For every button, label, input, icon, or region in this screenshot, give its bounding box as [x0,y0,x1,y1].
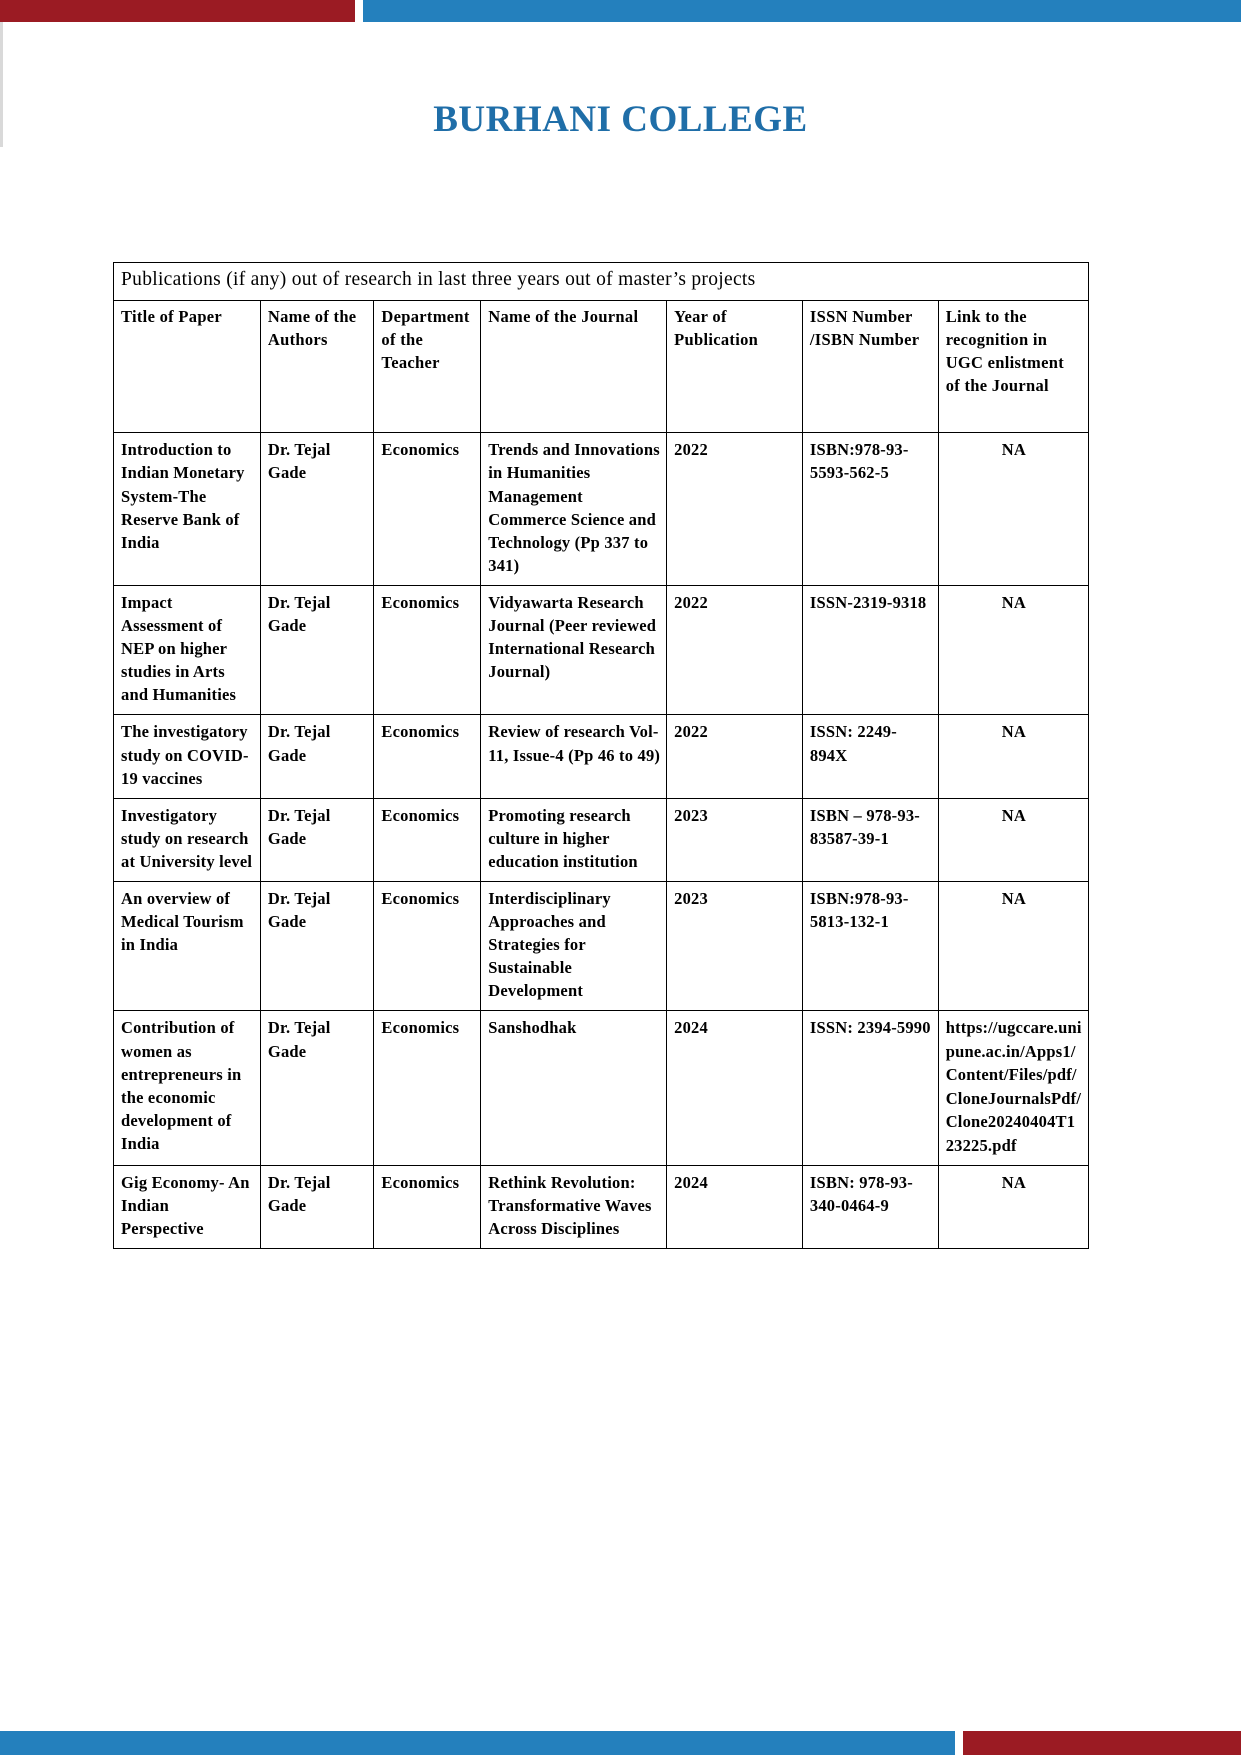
cell-year: 2022 [667,433,803,586]
cell-authors: Dr. Tejal Gade [260,881,374,1010]
cell-link: NA [938,798,1088,881]
table-header-row [114,301,1089,433]
table-caption-row [114,263,1089,301]
cell-link: NA [938,433,1088,586]
column-header-link: Link to the recognition in UGC enlistment of the Journal [938,301,1088,433]
cell-title: Investigatory study on research at University level [114,798,261,881]
table-caption: Publications (if any) out of research in last three years out of master’s projects [114,263,1089,301]
cell-issn: ISBN: 978-93-340-0464-9 [802,1165,938,1248]
cell-journal: Sanshodhak [481,1011,667,1166]
cell-department: Economics [374,585,481,714]
cell-year: 2023 [667,798,803,881]
bottom-decorative-bar [0,1731,1241,1755]
cell-title: An overview of Medical Tourism in India [114,881,261,1010]
cell-title: The investigatory study on COVID-19 vaccines [114,715,261,798]
cell-year: 2022 [667,585,803,714]
cell-year: 2022 [667,715,803,798]
cell-link: NA [938,1165,1088,1248]
cell-journal: Trends and Innovations in Humanities Management Commerce Science and Technology (Pp 337 to 341) [481,433,667,586]
cell-title: Impact Assessment of NEP on higher studies in Arts and Humanities [114,585,261,714]
cell-issn: ISSN: 2394-5990 [802,1011,938,1166]
cell-department: Economics [374,433,481,586]
cell-department: Economics [374,715,481,798]
cell-year: 2024 [667,1011,803,1166]
column-header-title: Title of Paper [114,301,261,433]
table-row [114,585,1089,714]
publications-table-container [113,262,1089,1249]
cell-department: Economics [374,1165,481,1248]
table-row [114,433,1089,586]
column-header-department: Department of the Teacher [374,301,481,433]
column-header-journal: Name of the Journal [481,301,667,433]
top-bar-gap [355,0,363,22]
cell-journal: Rethink Revolution: Transformative Waves Across Disciplines [481,1165,667,1248]
cell-authors: Dr. Tejal Gade [260,585,374,714]
cell-authors: Dr. Tejal Gade [260,433,374,586]
cell-journal: Interdisciplinary Approaches and Strategies for Sustainable Development [481,881,667,1010]
cell-department: Economics [374,881,481,1010]
cell-authors: Dr. Tejal Gade [260,1011,374,1166]
cell-title: Gig Economy- An Indian Perspective [114,1165,261,1248]
table-row [114,715,1089,798]
cell-authors: Dr. Tejal Gade [260,1165,374,1248]
bottom-bar-red-segment [963,1731,1241,1755]
cell-title: Contribution of women as entrepreneurs in the economic development of India [114,1011,261,1166]
cell-link: NA [938,881,1088,1010]
cell-link[interactable]: https://ugccare.unipune.ac.in/Apps1/Content/Files/pdf/CloneJournalsPdf/Clone20240404T123225.pdf [938,1011,1088,1166]
cell-issn: ISSN-2319-9318 [802,585,938,714]
cell-issn: ISBN:978-93-5593-562-5 [802,433,938,586]
bottom-bar-blue-segment [0,1731,955,1755]
table-row [114,881,1089,1010]
cell-issn: ISBN – 978-93-83587-39-1 [802,798,938,881]
cell-authors: Dr. Tejal Gade [260,798,374,881]
page-title: BURHANI COLLEGE [433,99,808,140]
cell-department: Economics [374,798,481,881]
cell-journal: Review of research Vol-11, Issue-4 (Pp 46 to 49) [481,715,667,798]
cell-link: NA [938,715,1088,798]
cell-issn: ISBN:978-93-5813-132-1 [802,881,938,1010]
table-row [114,1011,1089,1166]
cell-journal: Promoting research culture in higher education institution [481,798,667,881]
table-row [114,1165,1089,1248]
bottom-bar-gap [955,1731,963,1755]
publications-table [113,262,1089,1249]
cell-journal: Vidyawarta Research Journal (Peer reviewed International Research Journal) [481,585,667,714]
column-header-authors: Name of the Authors [260,301,374,433]
cell-department: Economics [374,1011,481,1166]
cell-authors: Dr. Tejal Gade [260,715,374,798]
cell-link: NA [938,585,1088,714]
column-header-issn: ISSN Number /ISBN Number [802,301,938,433]
cell-year: 2023 [667,881,803,1010]
table-row [114,798,1089,881]
cell-year: 2024 [667,1165,803,1248]
top-bar-red-segment [0,0,355,22]
cell-issn: ISSN: 2249-894X [802,715,938,798]
top-decorative-bar [0,0,1241,22]
cell-title: Introduction to Indian Monetary System-The Reserve Bank of India [114,433,261,586]
top-bar-blue-segment [363,0,1241,22]
column-header-year: Year of Publication [667,301,803,433]
